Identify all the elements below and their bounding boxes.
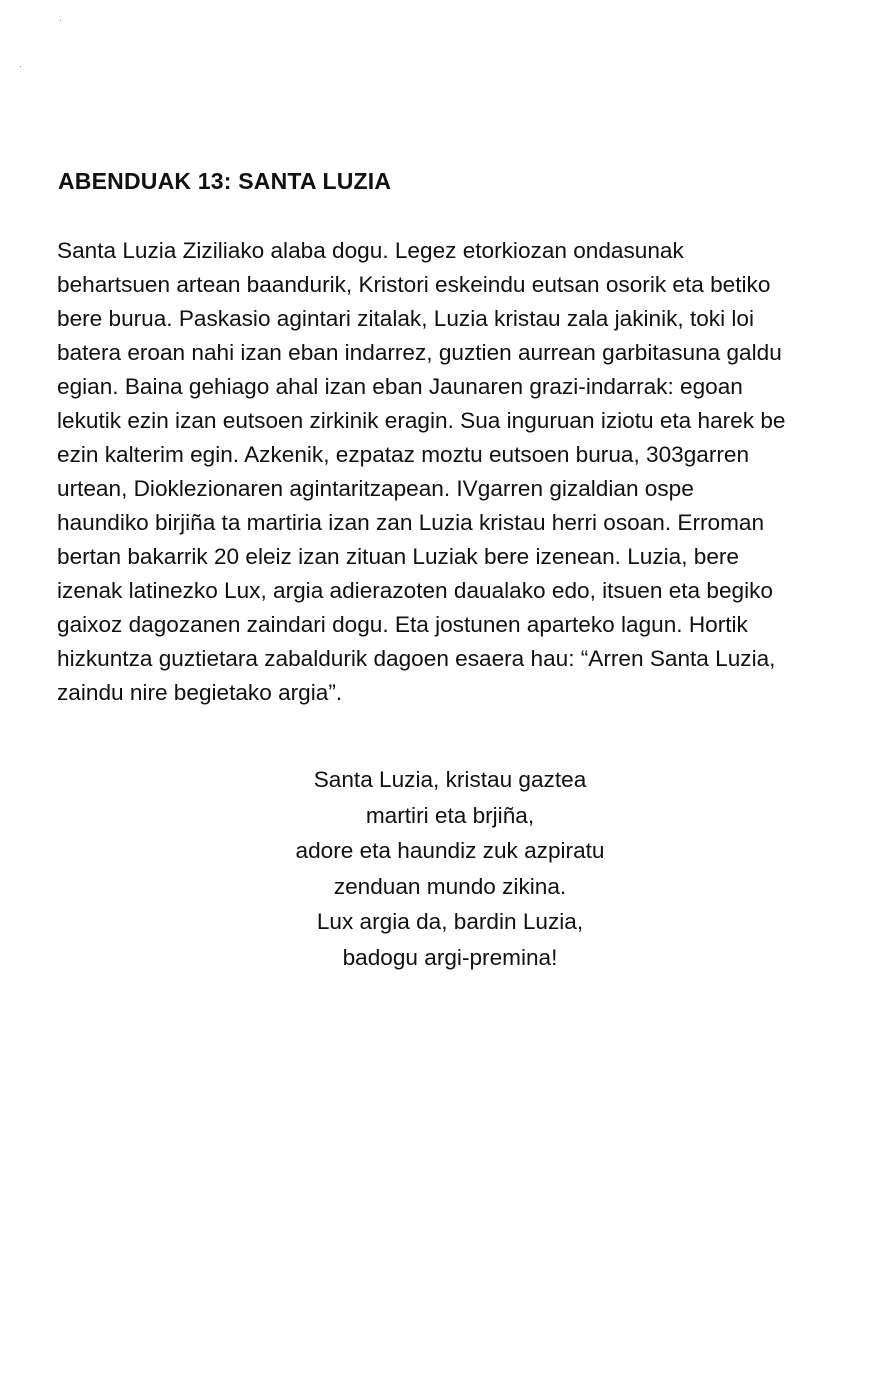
paragraph-line: Santa Luzia Ziziliako alaba dogu. Legez etorkiozan ondasunak [57,238,684,263]
paragraph-line: hizkuntza guztietara zabaldurik dagoen esaera hau: “Arren Santa Luzia, [57,646,776,671]
paragraph-line: lekutik ezin izan eutsoen zirkinik eragin. Sua inguruan iziotu eta harek be [57,408,786,433]
body-paragraph [57,234,847,710]
verse-line: badogu argi-premina! [342,944,558,970]
paragraph-line: bertan bakarrik 20 eleiz izan zituan Luziak bere izenean. Luzia, bere [57,544,739,569]
verse-line: adore eta haundiz zuk azpiratu [295,838,605,863]
paragraph-line: behartsuen artean baandurik, Kristori eskeindu eutsan osorik eta betiko [57,272,771,297]
verse-block [250,762,650,975]
verse-line: martiri eta brjiña, [365,802,535,828]
verse-line: zenduan mundo zikina. [333,873,567,899]
scan-speck [60,20,61,21]
paragraph-line: batera eroan nahi izan eban indarrez, guztien aurrean garbitasuna galdu [57,340,782,365]
paragraph-line: egian. Baina gehiago ahal izan eban Jaunaren grazi-indarrak: egoan [57,374,743,399]
paragraph-line: haundiko birjiña ta martiria izan zan Luzia kristau herri osoan. Erroman [57,510,765,535]
verse-line: Santa Luzia, kristau gaztea [313,767,587,792]
paragraph-line: ezin kalterim egin. Azkenik, ezpataz moztu eutsoen burua, 303garren [57,442,750,467]
paragraph-line: zaindu nire begietako argia”. [57,680,343,705]
paragraph-line: bere burua. Paskasio agintari zitalak, Luzia kristau zala jakinik, toki loi [57,306,754,331]
page-title: ABENDUAK 13: SANTA LUZIA [58,168,392,194]
paragraph-line: izenak latinezko Lux, argia adierazoten daualako edo, itsuen eta begiko [57,578,773,603]
scan-speck [20,66,21,67]
paragraph-line: gaixoz dagozanen zaindari dogu. Eta jostunen aparteko lagun. Hortik [57,612,748,637]
paragraph-line: urtean, Dioklezionaren agintaritzapean. IVgarren gizaldian ospe [57,476,694,501]
verse-line: Lux argia da, bardin Luzia, [316,909,584,934]
